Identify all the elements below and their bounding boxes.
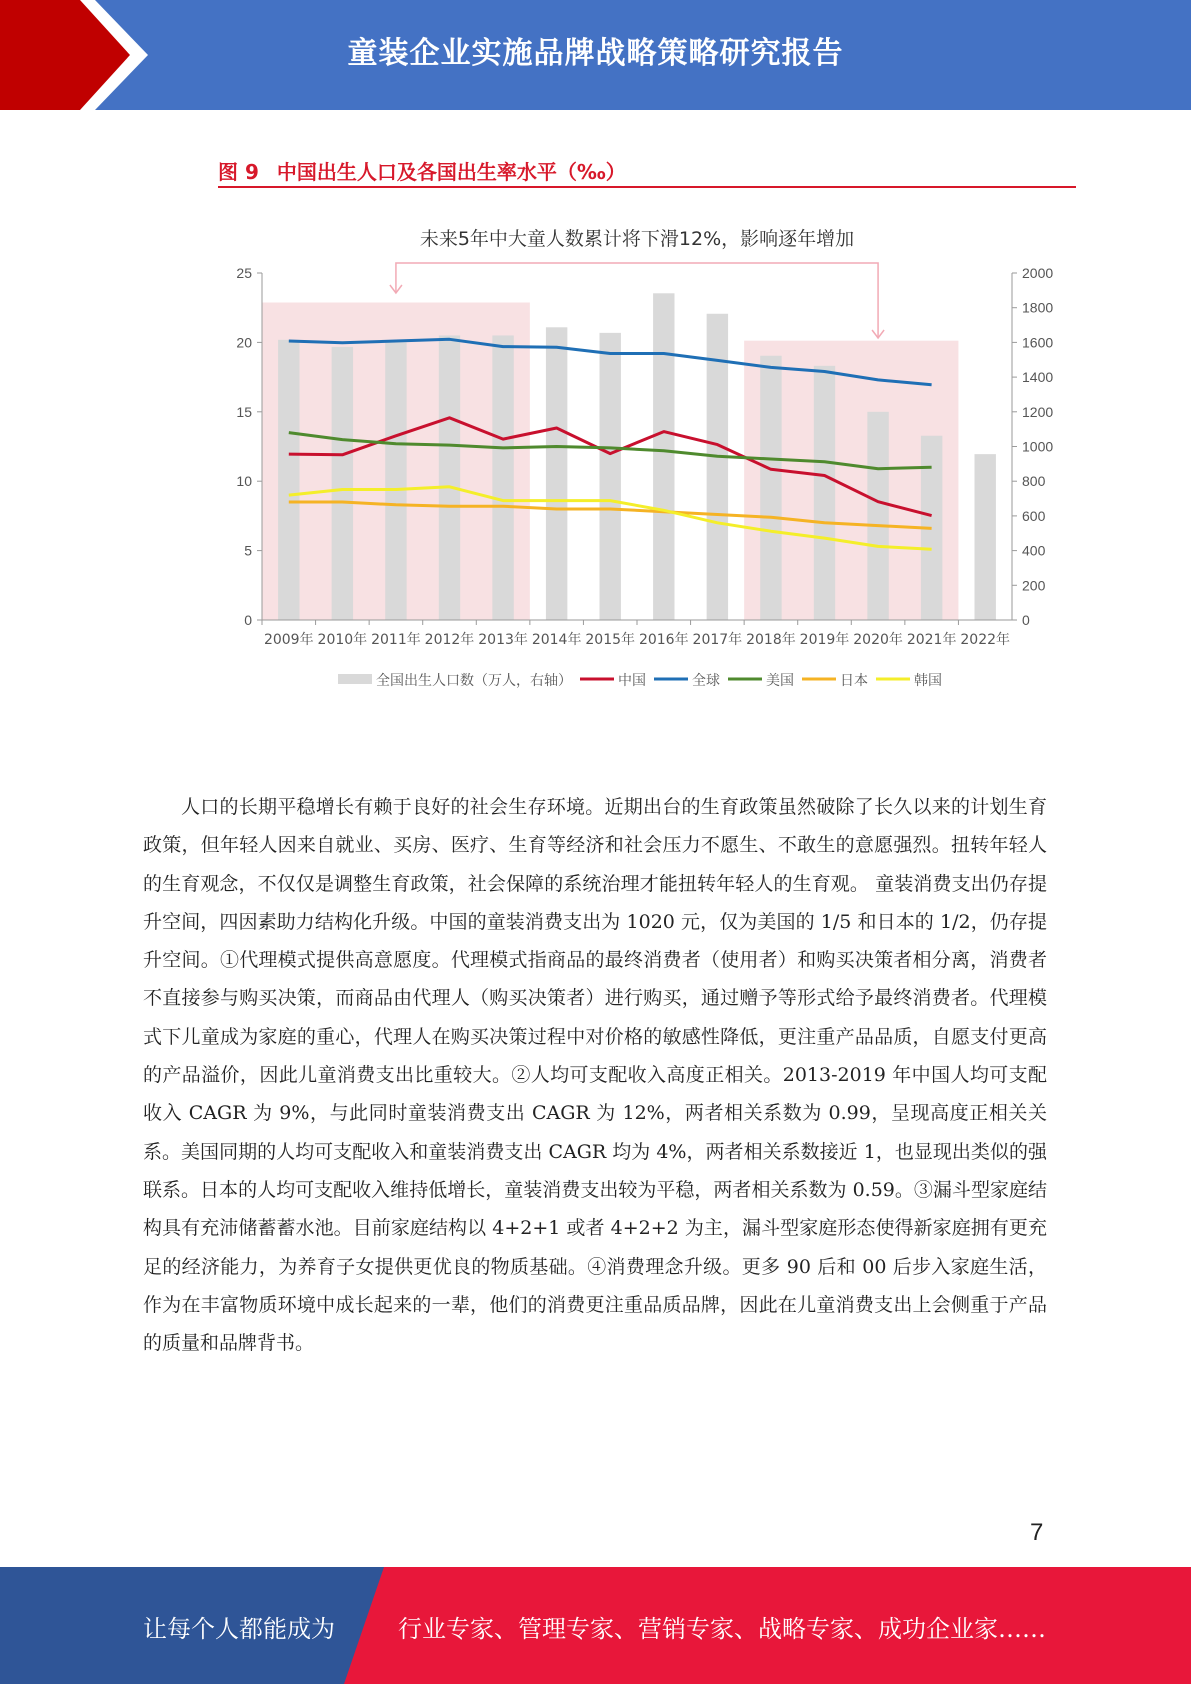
x-tick-label: 2012年 — [424, 632, 475, 648]
page-header — [0, 0, 1191, 110]
bar-birth-population — [492, 335, 513, 620]
birth-rate-chart — [0, 210, 1191, 700]
body-paragraph: 人口的长期平稳增长有赖于良好的社会生存环境。近期出台的生育政策虽然破除了长久以来的计划生育政策，但年轻人因来自就业、买房、医疗、生育等经济和社会压力不愿生、不敢生的意愿强烈。扭转年轻人的生育观念，不仅仅是调整生育政策，社会保障的系统治理才能扭转年轻人的生育观。 童装消费支出仍存提升空间，四因素助力结构化升级。中国的童装消费支出为 1020 元，仅为美国的 1/5 和日本的 1/2，仍存提升空间。①代理模式提供高意愿度。代理模式指商品的最终消费者（使用者）和购买决策者相分离，消费者不直接参与购买决策，而商品由代理人（购买决策者）进行购买，通过赠予等形式给予最终消费者。代理模式下儿童成为家庭的重心，代理人在购买决策过程中对价格的敏感性降低，更注重产品品质，自愿支付更高的产品溢价，因此儿童消费支出比重较大。②人均可支配收入高度正相关。2013-2019 年中国人均可支配收入 CAGR 为 9%，与此同时童装消费支出 CAGR 为 12%，两者相关系数为 0.99，呈现高度正相关关系。美国同期的人均可支配收入和童装消费支出 CAGR 均为 4%，两者相关系数接近 1，也显现出类似的强联系。日本的人均可支配收入维持低增长，童装消费支出较为平稳，两者相关系数为 0.59。③漏斗型家庭结构具有充沛储蓄蓄水池。目前家庭结构以 4+2+1 或者 4+2+2 为主，漏斗型家庭形态使得新家庭拥有更充足的经济能力，为养育子女提供更优良的物质基础。④消费理念升级。更多 90 后和 00 后步入家庭生活，作为在丰富物质环境中成长起来的一辈，他们的消费更注重品质品牌，因此在儿童消费支出上会侧重于产品的质量和品牌背书。 — [143, 796, 1047, 1355]
right-tick-label: 1200 — [1022, 403, 1054, 420]
right-tick-label: 800 — [1022, 473, 1046, 490]
chart-title: 未来5年中大童人数累计将下滑12%，影响逐年增加 — [419, 228, 855, 250]
bar-birth-population — [760, 356, 781, 620]
page-footer — [0, 1567, 1191, 1684]
report-title: 童装企业实施品牌战略策略研究报告 — [347, 36, 844, 71]
page-number: 7 — [1030, 1519, 1044, 1546]
x-tick-label: 2015年 — [585, 632, 636, 648]
bar-birth-population — [600, 333, 621, 620]
left-tick-label: 0 — [244, 612, 252, 628]
bar-birth-population — [867, 412, 888, 620]
left-tick-label: 25 — [236, 265, 252, 281]
bar-birth-population — [814, 366, 835, 620]
x-tick-label: 2017年 — [692, 632, 743, 648]
x-tick-label: 2010年 — [317, 632, 368, 648]
x-tick-label: 2013年 — [478, 632, 528, 648]
right-tick-label: 400 — [1022, 542, 1046, 559]
bar-birth-population — [385, 342, 406, 620]
x-tick-label: 2022年 — [960, 632, 1011, 648]
legend-label: 全国出生人口数（万人，右轴） — [376, 673, 572, 689]
legend-label: 全球 — [692, 673, 720, 689]
legend-label: 日本 — [840, 673, 868, 689]
legend-label: 中国 — [618, 673, 646, 689]
right-tick-label: 600 — [1022, 507, 1046, 524]
x-tick-label: 2016年 — [638, 632, 689, 648]
legend-label: 美国 — [766, 673, 794, 689]
bar-birth-population — [546, 327, 567, 620]
right-tick-label: 1800 — [1022, 299, 1054, 316]
figure-caption-rule — [218, 186, 1076, 188]
x-tick-label: 2014年 — [531, 632, 582, 648]
left-tick-label: 10 — [236, 473, 252, 490]
footer-slogan-left: 让每个人都能成为 — [143, 1615, 335, 1643]
x-tick-label: 2019年 — [799, 632, 850, 648]
left-tick-label: 5 — [244, 542, 252, 559]
right-tick-label: 0 — [1022, 612, 1030, 628]
x-tick-label: 2020年 — [853, 632, 903, 648]
right-tick-label: 200 — [1022, 577, 1046, 594]
left-tick-label: 20 — [236, 334, 252, 351]
x-tick-label: 2021年 — [906, 632, 957, 648]
bar-birth-population — [278, 340, 299, 620]
figure-caption — [218, 156, 626, 185]
right-tick-label: 1400 — [1022, 369, 1054, 386]
right-tick-label: 2000 — [1022, 265, 1054, 281]
bar-birth-population — [439, 335, 460, 620]
legend-swatch — [338, 674, 372, 684]
bar-birth-population — [653, 293, 674, 620]
right-tick-label: 1000 — [1022, 438, 1054, 455]
left-tick-label: 15 — [236, 403, 252, 420]
x-tick-label: 2011年 — [371, 632, 421, 648]
right-tick-label: 1600 — [1022, 334, 1054, 351]
figure-number: 图 9 — [218, 160, 259, 184]
bar-birth-population — [332, 347, 353, 620]
bar-birth-population — [975, 454, 996, 620]
x-tick-label: 2018年 — [746, 632, 796, 648]
legend-label: 韩国 — [914, 673, 942, 689]
x-tick-label: 2009年 — [263, 632, 314, 648]
figure-caption-text: 中国出生人口及各国出生率水平（‰） — [276, 160, 626, 184]
footer-slogan-right: 行业专家、管理专家、营销专家、战略专家、成功企业家…… — [398, 1615, 1046, 1643]
